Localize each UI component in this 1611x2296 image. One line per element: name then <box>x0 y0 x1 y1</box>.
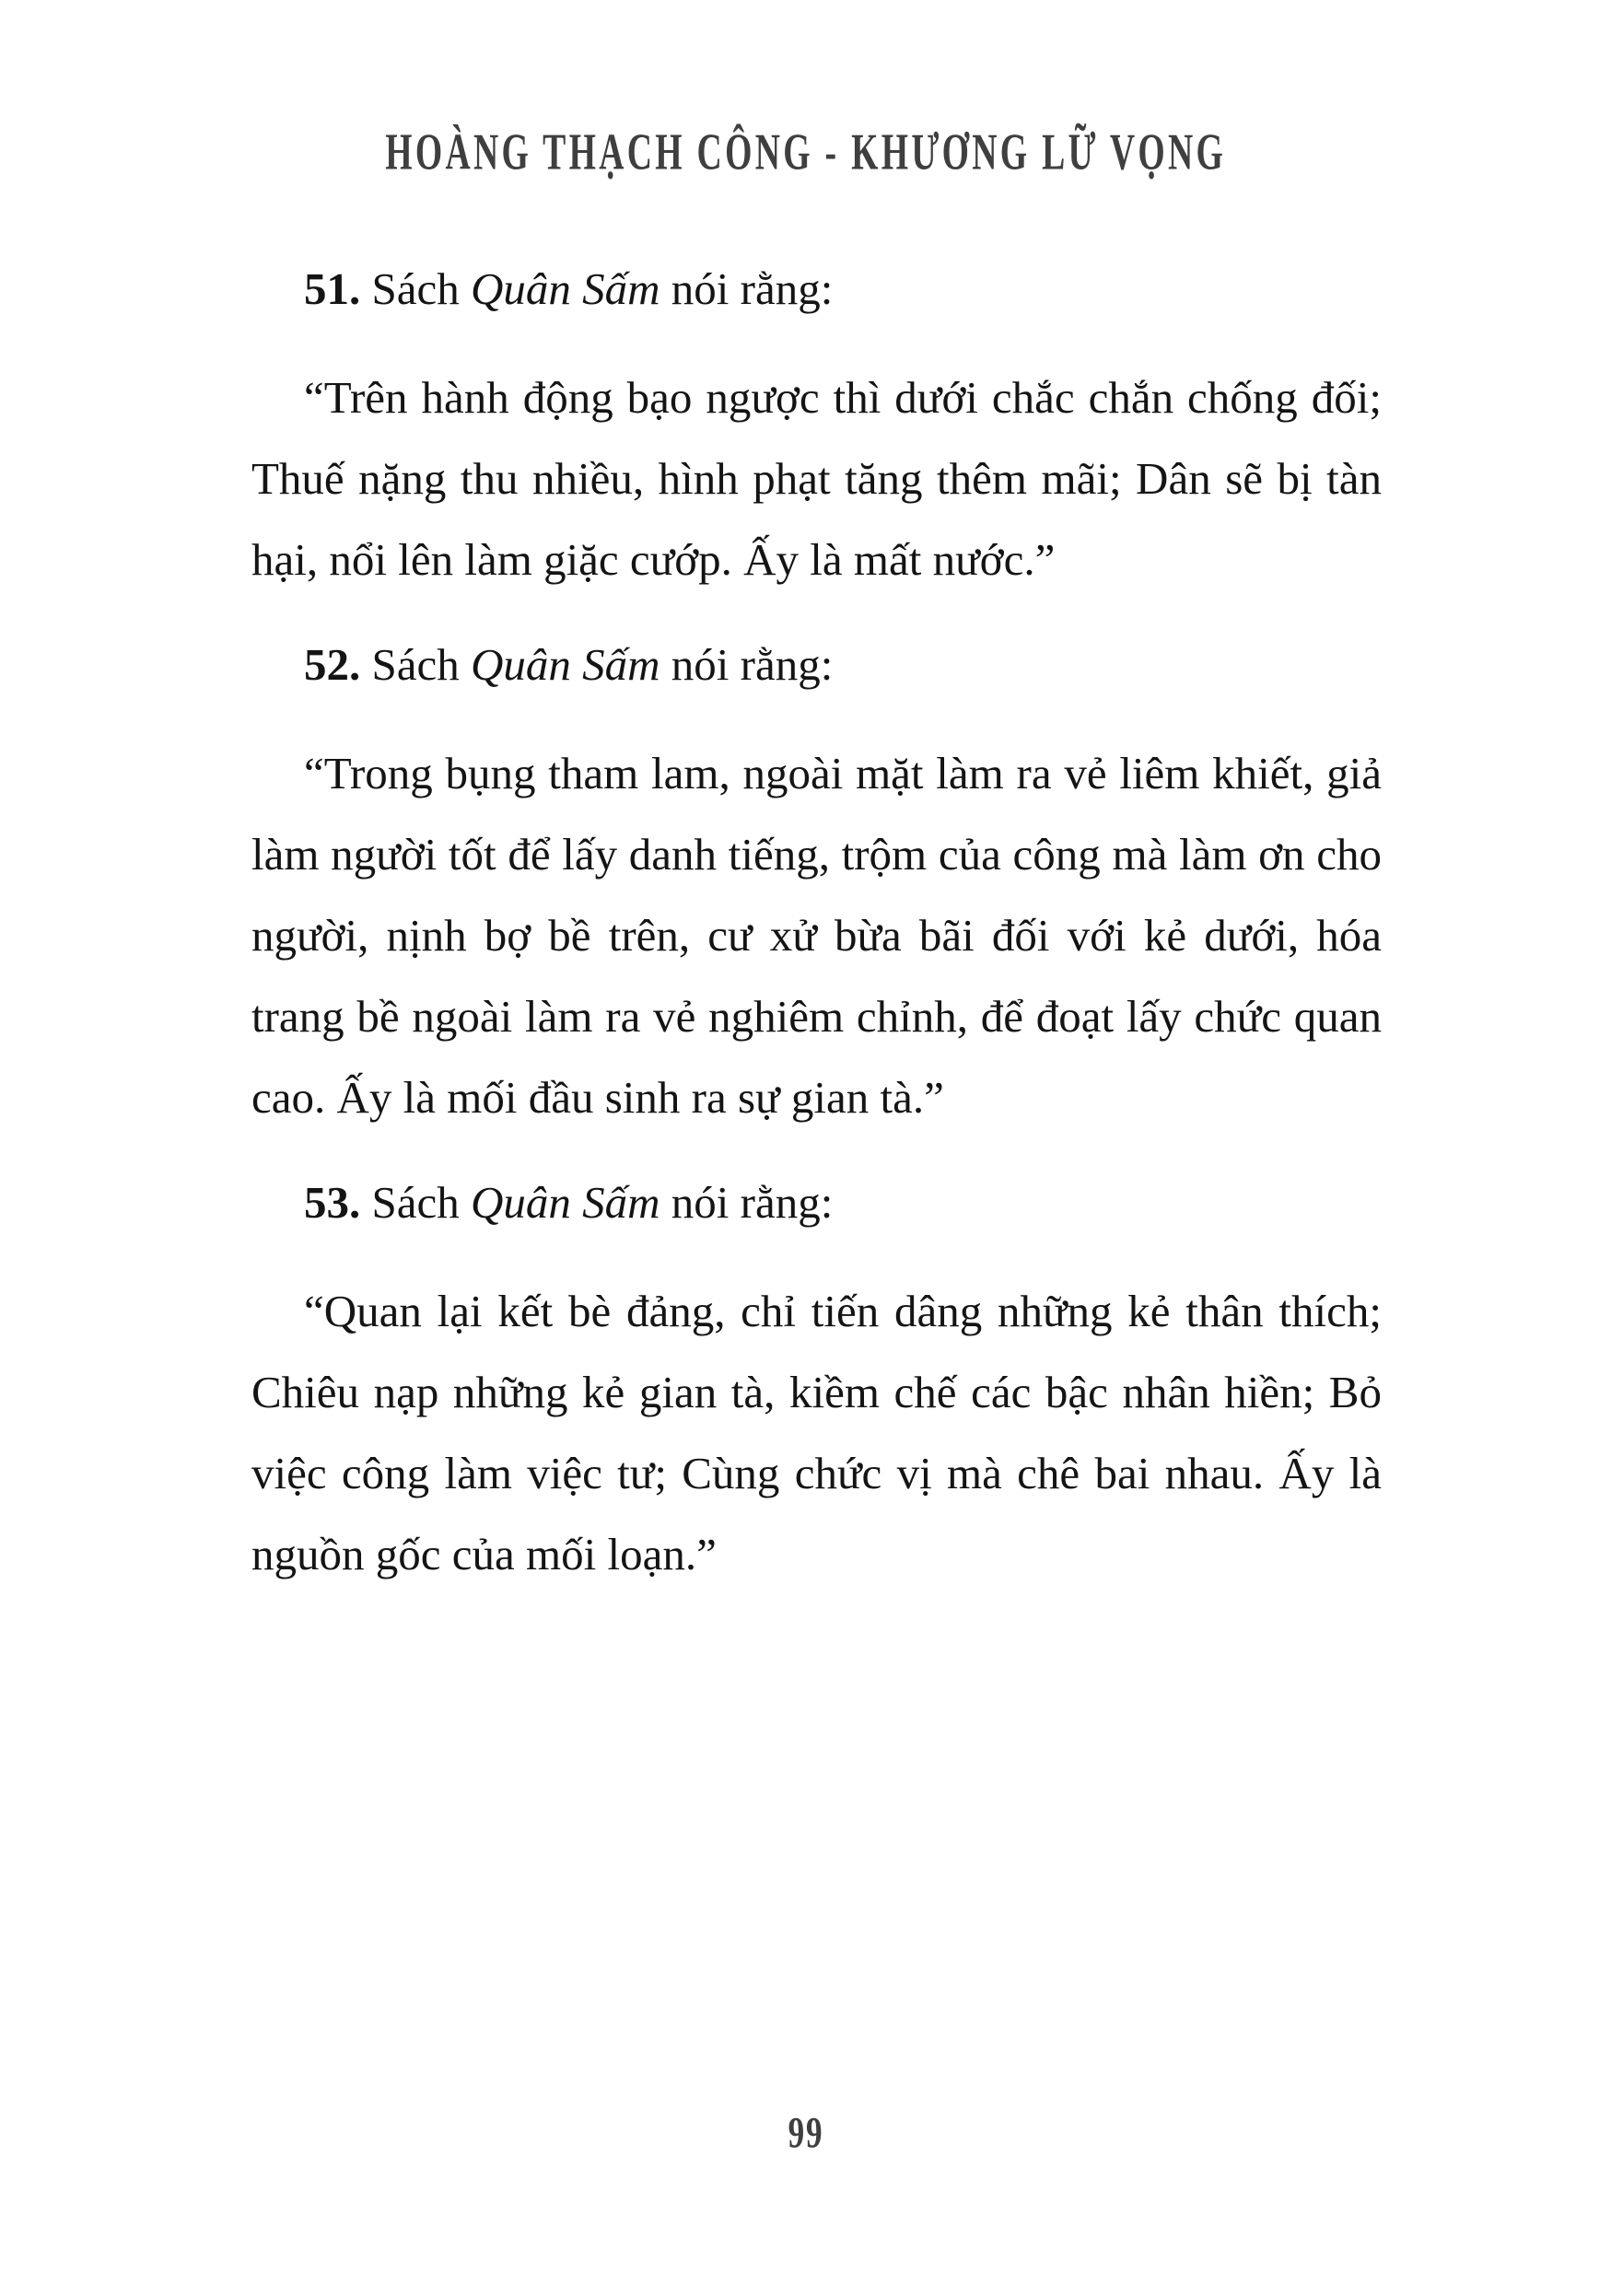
section-51-quote: “Trên hành động bạo ngược thì dưới chắc chắn chống đối; Thuế nặng thu nhiều, hình phạt tăng thêm mãi; Dân sẽ bị tàn hại, nổi lên làm giặc cướp. Ấy là mất nước.” <box>251 372 1382 585</box>
section-51-number: 51. <box>304 263 361 314</box>
section-51-intro-post: nói rằng: <box>671 263 834 314</box>
section-53-intro-pre: Sách <box>371 1177 460 1228</box>
page-number-container <box>0 2107 1611 2158</box>
section-53-intro-post: nói rằng: <box>671 1177 834 1228</box>
section-51-heading <box>251 249 1382 330</box>
section-53-book-title: Quân Sấm <box>471 1177 660 1228</box>
section-53-number: 53. <box>304 1177 361 1228</box>
section-52-number: 52. <box>304 639 361 690</box>
section-51-intro-pre: Sách <box>371 263 460 314</box>
section-53-heading <box>251 1162 1382 1243</box>
section-51-book-title: Quân Sấm <box>471 263 660 314</box>
section-52-intro-post: nói rằng: <box>671 639 834 690</box>
running-header <box>0 122 1611 181</box>
section-52-quote: “Trong bụng tham lam, ngoài mặt làm ra vẻ liêm khiết, giả làm người tốt để lấy danh tiếng, trộm của công mà làm ơn cho người, nịnh bợ bề trên, cư xử bừa bãi đối với kẻ dưới, hóa trang bề ngoài làm ra vẻ nghiêm chỉnh, để đoạt lấy chức quan cao. Ấy là mối đầu sinh ra sự gian tà.” <box>251 748 1382 1123</box>
page-number: 99 <box>788 2107 823 2158</box>
section-52-book-title: Quân Sấm <box>471 639 660 690</box>
page-body-text <box>251 249 1382 1595</box>
running-header-title: HOÀNG THẠCH CÔNG - KHƯƠNG LỮ VỌNG <box>385 122 1226 181</box>
section-52-intro-pre: Sách <box>371 639 460 690</box>
section-53-quote: “Quan lại kết bè đảng, chỉ tiến dâng những kẻ thân thích; Chiêu nạp những kẻ gian tà, kiềm chế các bậc nhân hiền; Bỏ việc công làm việc tư; Cùng chức vị mà chê bai nhau. Ấy là nguồn gốc của mối loạn.” <box>251 1286 1382 1579</box>
section-52-heading <box>251 624 1382 705</box>
